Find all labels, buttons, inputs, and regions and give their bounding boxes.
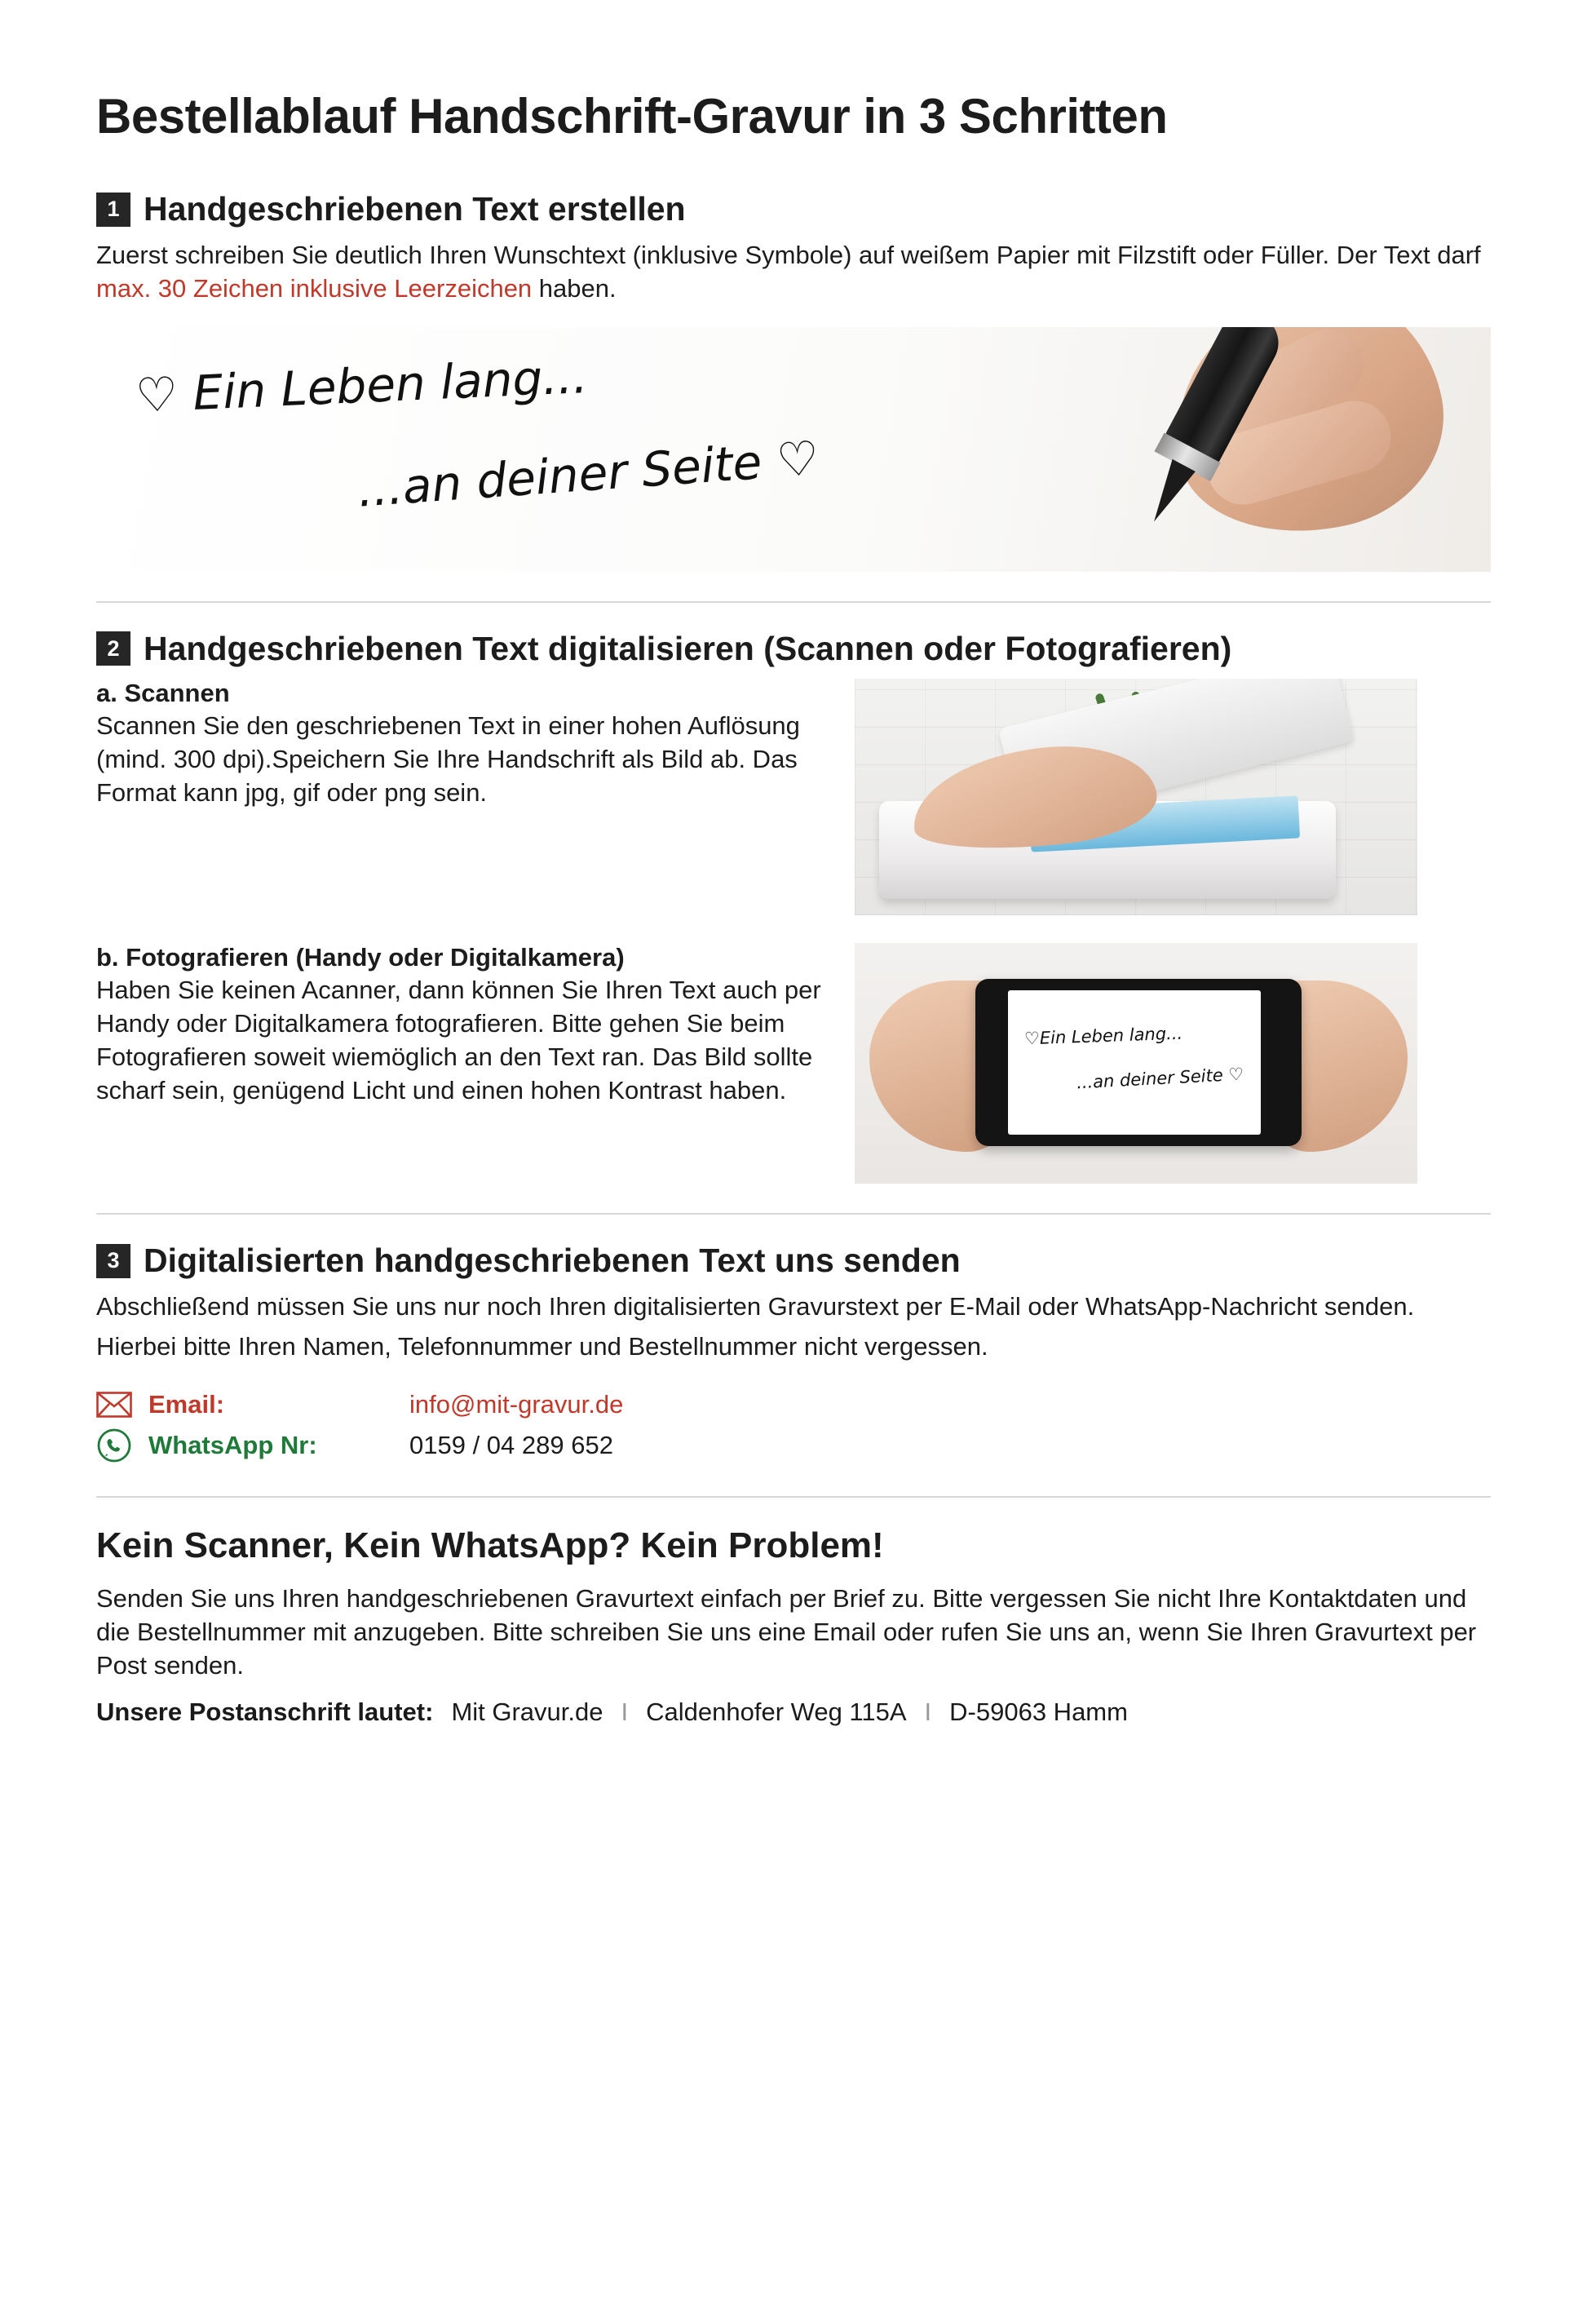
envelope-icon [96,1387,132,1423]
step-2b-row [96,943,1491,1184]
step-2a-text-column [96,679,830,810]
footer-title: Kein Scanner, Kein WhatsApp? Kein Problem! [96,1525,884,1565]
step-2b-description: Haben Sie keinen Acanner, dann können Sie Ihren Text auch per Handy oder Digitalkamera fotografieren. Bitte gehen Sie beim Fotografieren soweit wiemöglich an den Text ran. Das Bild sollte scharf sein, genügend Licht und einen hohen Kontrast haben. [96,976,821,1104]
step-2a-row [96,679,1491,915]
page-title: Bestellablauf Handschrift-Gravur in 3 Schritten [96,89,1168,144]
handwriting-line-2: ...an deiner Seite ♡ [356,430,821,518]
step-1-highlight: max. 30 Zeichen inklusive Leerzeichen [96,274,533,303]
step-3-title: Digitalisierten handgeschriebenen Text uns senden [144,1242,961,1279]
footer-text: Senden Sie uns Ihren handgeschriebenen Gravurtext einfach per Brief zu. Bitte vergessen Sie nicht Ihre Kontaktdaten und die Bestellnummer mit anzugeben. Bitte schreiben Sie uns eine Email oder rufen Sie uns an, wenn Sie Ihren Gravurtext per Post senden. [96,1583,1477,1680]
phone-body [975,979,1302,1146]
address-city: D-59063 Hamm [949,1697,1128,1726]
section-divider [96,601,1491,603]
step-2a-description: Scannen Sie den geschriebenen Text in einer hohen Auflösung (mind. 300 dpi).Speichern Sie Ihre Handschrift als Bild ab. Das Format kann jpg, gif oder png sein. [96,711,800,807]
contact-email-row[interactable] [96,1387,1491,1423]
step-1-text-before: Zuerst schreiben Sie deutlich Ihren Wunschtext (inklusive Symbole) auf weißem Papier mit Filzstift oder Füller. Der Text darf [96,241,1481,270]
step-2b-heading: b. Fotografieren (Handy oder Digitalkamera) [96,943,625,972]
email-value[interactable]: info@mit-gravur.de [409,1389,624,1419]
handwriting-line-1: ♡ Ein Leben lang... [134,347,589,423]
step-2-header [96,631,1491,667]
address-street: Caldenhofer Weg 115A [646,1697,907,1726]
step-1-description [96,239,1491,306]
scanner-photo [855,679,1417,915]
step-2a-image-column [855,679,1417,915]
postal-address-row [96,1698,1491,1727]
step-1-number: 1 [96,193,130,227]
step-1-text-after: haben. [532,274,617,303]
step-3-paragraph-1: Abschließend müssen Sie uns nur noch Ihren digitalisierten Gravurstext per E-Mail oder WhatsApp-Nachricht senden. [96,1292,1415,1321]
phone-handwriting-line-2: ...an deiner Seite ♡ [1076,1064,1244,1093]
whatsapp-label: WhatsApp Nr: [148,1430,317,1459]
section-divider [96,1213,1491,1215]
email-label: Email: [148,1389,225,1419]
step-2-title: Handgeschriebenen Text digitalisieren (Scannen oder Fotografieren) [144,629,1232,667]
whatsapp-icon [96,1428,132,1463]
section-divider [96,1496,1491,1498]
address-separator: I [621,1697,629,1726]
step-3-number: 3 [96,1244,130,1278]
address-company: Mit Gravur.de [451,1697,603,1726]
contact-whatsapp-row[interactable] [96,1428,1491,1463]
step-3-paragraph-2: Hierbei bitte Ihren Namen, Telefonnummer und Bestellnummer nicht vergessen. [96,1332,988,1361]
smartphone-photo [855,943,1417,1184]
phone-screen [1008,990,1261,1135]
step-3-header [96,1242,1491,1279]
handwriting-photo [96,327,1491,572]
whatsapp-value[interactable]: 0159 / 04 289 652 [409,1430,613,1459]
address-separator: I [924,1697,932,1726]
step-1-title: Handgeschriebenen Text erstellen [144,190,686,228]
step-2-number: 2 [96,631,130,666]
step-2a-heading: a. Scannen [96,679,230,707]
pen-tip [1143,459,1196,528]
phone-handwriting-line-1: ♡Ein Leben lang... [1023,1023,1183,1049]
step-1-header [96,191,1491,228]
step-2b-text-column [96,943,830,1108]
step-2b-image-column [855,943,1417,1184]
address-lead-label: Unsere Postanschrift lautet: [96,1697,434,1726]
